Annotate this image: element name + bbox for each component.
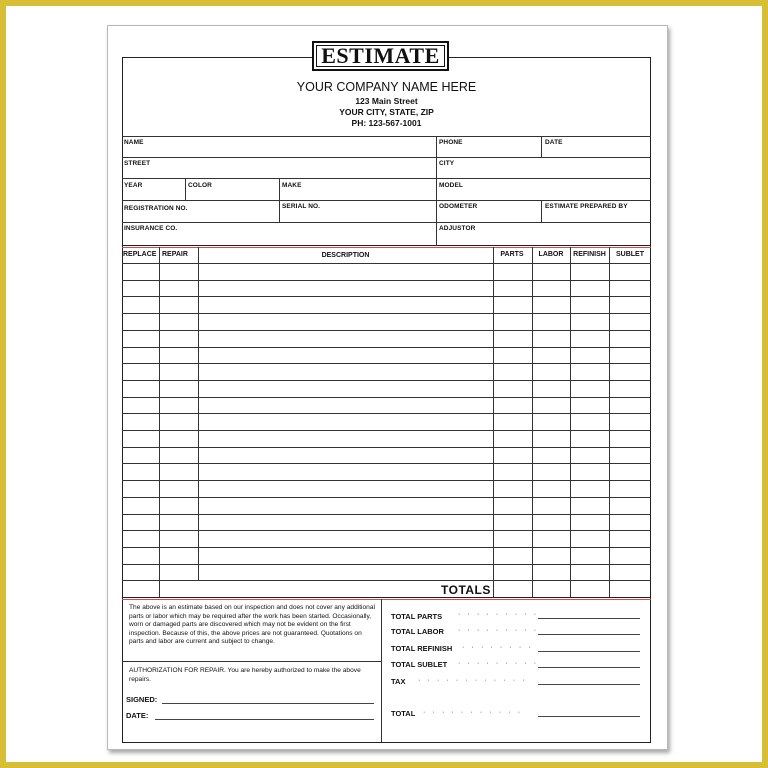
tax-label: TAX bbox=[391, 677, 406, 686]
col-header-repair: REPAIR bbox=[162, 251, 188, 258]
grid-line bbox=[122, 136, 651, 137]
leader-dots: · · · · · · · · · bbox=[458, 627, 539, 634]
table-row-line bbox=[122, 514, 651, 515]
total-refinish-label: TOTAL REFINISH bbox=[391, 644, 453, 653]
company-phone: PH: 123-567-1001 bbox=[351, 118, 422, 128]
grid-line bbox=[541, 200, 542, 222]
table-row-line bbox=[122, 347, 651, 348]
table-row-line bbox=[122, 380, 651, 381]
totals-label: TOTALS bbox=[441, 583, 491, 597]
insurance-label: INSURANCE CO. bbox=[124, 225, 178, 232]
table-row-line bbox=[122, 280, 651, 281]
grand-total-label: TOTAL bbox=[391, 709, 416, 718]
table-row-line bbox=[122, 564, 651, 565]
date-signed-label: DATE: bbox=[126, 711, 149, 720]
serial-label: SERIAL NO. bbox=[282, 203, 321, 210]
table-column-line bbox=[198, 247, 199, 580]
col-header-refinish: REFINISH bbox=[573, 251, 606, 258]
grid-line bbox=[122, 222, 651, 223]
col-header-sublet: SUBLET bbox=[616, 251, 644, 258]
street-label: STREET bbox=[124, 160, 151, 167]
grid-line bbox=[122, 661, 381, 662]
name-label: NAME bbox=[124, 139, 144, 146]
grid-line bbox=[122, 178, 651, 179]
leader-dots: · · · · · · · · · · · bbox=[423, 709, 523, 716]
form-title-box bbox=[312, 41, 449, 71]
city-label: CITY bbox=[439, 160, 455, 167]
signature-line[interactable] bbox=[162, 703, 374, 704]
leader-dots: · · · · · · · · · bbox=[458, 660, 539, 667]
date-signed-line[interactable] bbox=[155, 719, 374, 720]
signed-label: SIGNED: bbox=[126, 695, 158, 704]
table-row-line bbox=[122, 463, 651, 464]
table-row-line bbox=[122, 296, 651, 297]
company-city: YOUR CITY, STATE, ZIP bbox=[339, 107, 434, 117]
grid-line bbox=[122, 597, 651, 598]
grid-line bbox=[541, 136, 542, 157]
grid-line bbox=[122, 157, 651, 158]
total-refinish-line[interactable] bbox=[538, 651, 640, 652]
date-label: DATE bbox=[545, 139, 563, 146]
col-header-description: DESCRIPTION bbox=[321, 252, 370, 259]
grid-line bbox=[185, 178, 186, 200]
leader-dots: · · · · · · · · bbox=[462, 644, 534, 651]
table-row-line bbox=[122, 363, 651, 364]
table-column-line bbox=[159, 247, 160, 597]
table-row-line bbox=[122, 447, 651, 448]
disclaimer-text: The above is an estimate based on our inspection and does not cover any additional parts or labor which may be required after the work has been started. Occasionally, worn or damaged parts are discovered which may not be evident on the first inspection. Because of this, the above prices are not guaranteed. Quotations on parts and labor are current and subject to change. bbox=[129, 604, 375, 646]
model-label: MODEL bbox=[439, 182, 463, 189]
table-row-line bbox=[122, 263, 651, 264]
year-label: YEAR bbox=[124, 182, 143, 189]
table-row-line bbox=[122, 330, 651, 331]
table-column-line bbox=[532, 247, 533, 597]
col-header-parts: PARTS bbox=[500, 251, 524, 258]
adjustor-label: ADJUSTOR bbox=[439, 225, 476, 232]
col-header-labor: LABOR bbox=[538, 251, 564, 258]
company-street: 123 Main Street bbox=[355, 96, 418, 106]
grid-line bbox=[279, 178, 280, 222]
table-row-line bbox=[122, 530, 651, 531]
make-label: MAKE bbox=[282, 182, 302, 189]
phone-label: PHONE bbox=[439, 139, 463, 146]
grid-line bbox=[122, 245, 651, 246]
total-sublet-label: TOTAL SUBLET bbox=[391, 660, 448, 669]
table-row-line bbox=[122, 497, 651, 498]
grid-line bbox=[381, 599, 382, 742]
total-sublet-line[interactable] bbox=[538, 667, 640, 668]
red-rule bbox=[122, 599, 651, 600]
red-rule bbox=[122, 247, 651, 248]
tax-line[interactable] bbox=[538, 684, 640, 685]
prepared-by-label: ESTIMATE PREPARED BY bbox=[545, 203, 628, 210]
odometer-label: ODOMETER bbox=[439, 203, 478, 210]
grand-total-line[interactable] bbox=[538, 716, 640, 717]
leader-dots: · · · · · · · · · bbox=[458, 611, 539, 618]
color-label: COLOR bbox=[188, 182, 212, 189]
grid-line bbox=[436, 136, 437, 246]
leader-dots: · · · · · · · · · · · · bbox=[418, 677, 528, 684]
table-column-line bbox=[570, 247, 571, 597]
table-row-line bbox=[122, 313, 651, 314]
registration-label: REGISTRATION NO. bbox=[124, 205, 188, 212]
table-column-line bbox=[493, 247, 494, 597]
table-row-line bbox=[122, 397, 651, 398]
form-title: ESTIMATE bbox=[321, 43, 440, 68]
company-name: YOUR COMPANY NAME HERE bbox=[296, 80, 477, 94]
authorization-text: AUTHORIZATION FOR REPAIR. You are hereby authorized to make the above repairs. bbox=[129, 667, 361, 683]
table-row-line bbox=[122, 413, 651, 414]
table-column-line bbox=[609, 247, 610, 597]
table-row-line bbox=[122, 480, 651, 481]
grid-line bbox=[122, 200, 651, 201]
total-parts-label: TOTAL PARTS bbox=[391, 612, 443, 621]
total-labor-label: TOTAL LABOR bbox=[391, 627, 444, 636]
total-labor-line[interactable] bbox=[538, 634, 640, 635]
table-row-line bbox=[122, 547, 651, 548]
total-parts-line[interactable] bbox=[538, 618, 640, 619]
table-row-line bbox=[122, 430, 651, 431]
col-header-replace: REPLACE bbox=[123, 251, 157, 258]
table-row-line bbox=[122, 580, 651, 581]
